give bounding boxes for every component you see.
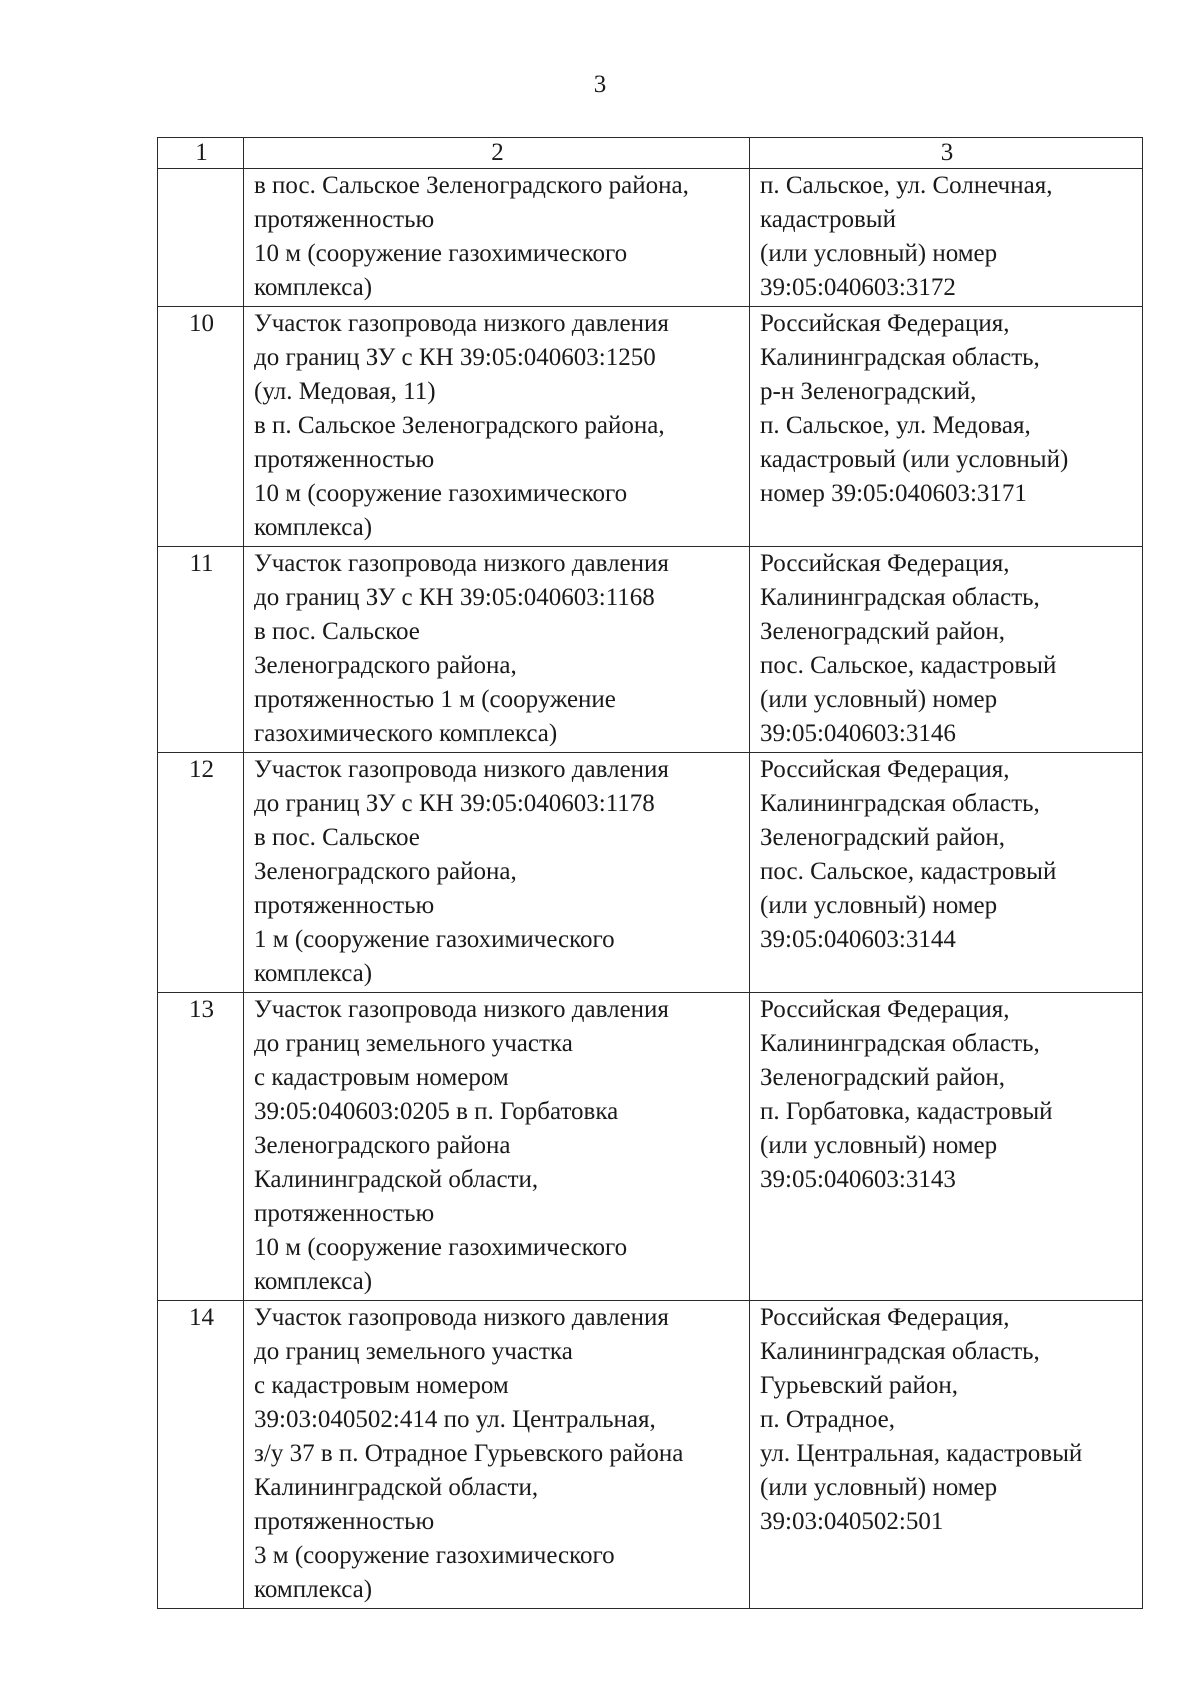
location-line: р-н Зеленоградский, — [760, 378, 977, 405]
row-number-cell — [158, 169, 244, 307]
location-line: п. Сальское, ул. Медовая, — [760, 412, 1031, 439]
row-number-cell: 13 — [158, 993, 244, 1301]
description-line: протяженностью — [254, 206, 435, 233]
description-line: с кадастровым номером — [254, 1064, 509, 1091]
description-line: в пос. Сальское — [254, 618, 420, 645]
location-line: Гурьевский район, — [760, 1372, 959, 1399]
description-line: Участок газопровода низкого давления — [254, 996, 669, 1023]
description-line: в пос. Сальское Зеленоградского района, — [254, 172, 689, 199]
description-line: до границ земельного участка — [254, 1030, 573, 1057]
page-number: 3 — [593, 71, 607, 98]
object-description-cell — [244, 1301, 750, 1609]
description-line: 3 м (сооружение газохимического — [254, 1542, 615, 1569]
location-line: пос. Сальское, кадастровый — [760, 652, 1057, 679]
location-line: 39:05:040603:3144 — [760, 926, 956, 953]
description-line: 10 м (сооружение газохимического — [254, 240, 628, 267]
table-row — [158, 753, 1143, 993]
description-line: Участок газопровода низкого давления — [254, 550, 669, 577]
table-row — [158, 169, 1143, 307]
description-line: в пос. Сальское — [254, 824, 420, 851]
object-location-cell — [750, 1301, 1143, 1609]
table-row — [158, 547, 1143, 753]
location-line: 39:05:040603:3143 — [760, 1166, 956, 1193]
location-line: Российская Федерация, — [760, 756, 1010, 783]
location-line: 39:05:040603:3172 — [760, 274, 956, 301]
location-line: п. Горбатовка, кадастровый — [760, 1098, 1053, 1125]
row-number-cell: 12 — [158, 753, 244, 993]
description-line: Зеленоградского района, — [254, 652, 517, 679]
object-description-cell — [244, 307, 750, 547]
description-line: 39:05:040603:0205 в п. Горбатовка — [254, 1098, 619, 1125]
description-line: комплекса) — [254, 960, 373, 987]
description-line: Зеленоградского района — [254, 1132, 511, 1159]
object-location-cell — [750, 993, 1143, 1301]
location-line: Калининградская область, — [760, 344, 1040, 371]
description-line: 10 м (сооружение газохимического — [254, 1234, 628, 1261]
description-line: Участок газопровода низкого давления — [254, 756, 669, 783]
location-line: (или условный) номер — [760, 240, 998, 267]
table-row — [158, 1301, 1143, 1609]
object-location-cell — [750, 307, 1143, 547]
location-line: Калининградская область, — [760, 584, 1040, 611]
description-line: 39:03:040502:414 по ул. Центральная, — [254, 1406, 656, 1433]
description-line: комплекса) — [254, 274, 373, 301]
description-line: до границ ЗУ с КН 39:05:040603:1250 — [254, 344, 656, 371]
description-line: з/у 37 в п. Отрадное Гурьевского района — [254, 1440, 684, 1467]
description-line: Калининградской области, — [254, 1166, 539, 1193]
location-line: Калининградская область, — [760, 1338, 1040, 1365]
description-line: с кадастровым номером — [254, 1372, 509, 1399]
description-line: в п. Сальское Зеленоградского района, — [254, 412, 665, 439]
location-line: (или условный) номер — [760, 1474, 998, 1501]
location-line: номер 39:05:040603:3171 — [760, 480, 1027, 507]
object-location-cell — [750, 169, 1143, 307]
description-line: до границ земельного участка — [254, 1338, 573, 1365]
description-line: до границ ЗУ с КН 39:05:040603:1178 — [254, 790, 655, 817]
description-line: до границ ЗУ с КН 39:05:040603:1168 — [254, 584, 655, 611]
location-line: Российская Федерация, — [760, 996, 1010, 1023]
table-row — [158, 993, 1143, 1301]
description-line: 10 м (сооружение газохимического — [254, 480, 628, 507]
description-line: комплекса) — [254, 1268, 373, 1295]
location-line: пос. Сальское, кадастровый — [760, 858, 1057, 885]
object-location-cell — [750, 547, 1143, 753]
location-line: Зеленоградский район, — [760, 824, 1005, 851]
location-line: (или условный) номер — [760, 686, 998, 713]
row-number-cell: 10 — [158, 307, 244, 547]
object-description-cell — [244, 753, 750, 993]
description-line: (ул. Медовая, 11) — [254, 378, 436, 405]
location-line: ул. Центральная, кадастровый — [760, 1440, 1083, 1467]
description-line: комплекса) — [254, 1576, 373, 1603]
description-line: 1 м (сооружение газохимического — [254, 926, 615, 953]
location-line: (или условный) номер — [760, 1132, 998, 1159]
description-line: протяженностью — [254, 892, 435, 919]
object-location-cell — [750, 753, 1143, 993]
location-line: Калининградская область, — [760, 790, 1040, 817]
location-line: кадастровый — [760, 206, 896, 233]
row-number-cell: 14 — [158, 1301, 244, 1609]
location-line: (или условный) номер — [760, 892, 998, 919]
description-line: Зеленоградского района, — [254, 858, 517, 885]
column-header-2: 2 — [244, 138, 750, 169]
location-line: п. Отрадное, — [760, 1406, 896, 1433]
objects-table — [157, 137, 1143, 1609]
location-line: Российская Федерация, — [760, 550, 1010, 577]
description-line: газохимического комплекса) — [254, 720, 558, 747]
location-line: Зеленоградский район, — [760, 1064, 1005, 1091]
location-line: Калининградская область, — [760, 1030, 1040, 1057]
location-line: Зеленоградский район, — [760, 618, 1005, 645]
description-line: Участок газопровода низкого давления — [254, 310, 669, 337]
description-line: протяженностью — [254, 446, 435, 473]
description-line: протяженностью 1 м (сооружение — [254, 686, 616, 713]
table-body — [158, 169, 1143, 1609]
location-line: 39:03:040502:501 — [760, 1508, 944, 1535]
object-description-cell — [244, 993, 750, 1301]
object-description-cell — [244, 169, 750, 307]
row-number-cell: 11 — [158, 547, 244, 753]
description-line: Участок газопровода низкого давления — [254, 1304, 669, 1331]
description-line: протяженностью — [254, 1200, 435, 1227]
location-line: кадастровый (или условный) — [760, 446, 1069, 473]
table-header-row — [158, 138, 1143, 169]
column-header-1: 1 — [158, 138, 244, 169]
location-line: Российская Федерация, — [760, 310, 1010, 337]
location-line: 39:05:040603:3146 — [760, 720, 956, 747]
description-line: Калининградской области, — [254, 1474, 539, 1501]
object-description-cell — [244, 547, 750, 753]
location-line: п. Сальское, ул. Солнечная, — [760, 172, 1053, 199]
description-line: протяженностью — [254, 1508, 435, 1535]
location-line: Российская Федерация, — [760, 1304, 1010, 1331]
description-line: комплекса) — [254, 514, 373, 541]
column-header-3: 3 — [750, 138, 1143, 169]
table-row — [158, 307, 1143, 547]
